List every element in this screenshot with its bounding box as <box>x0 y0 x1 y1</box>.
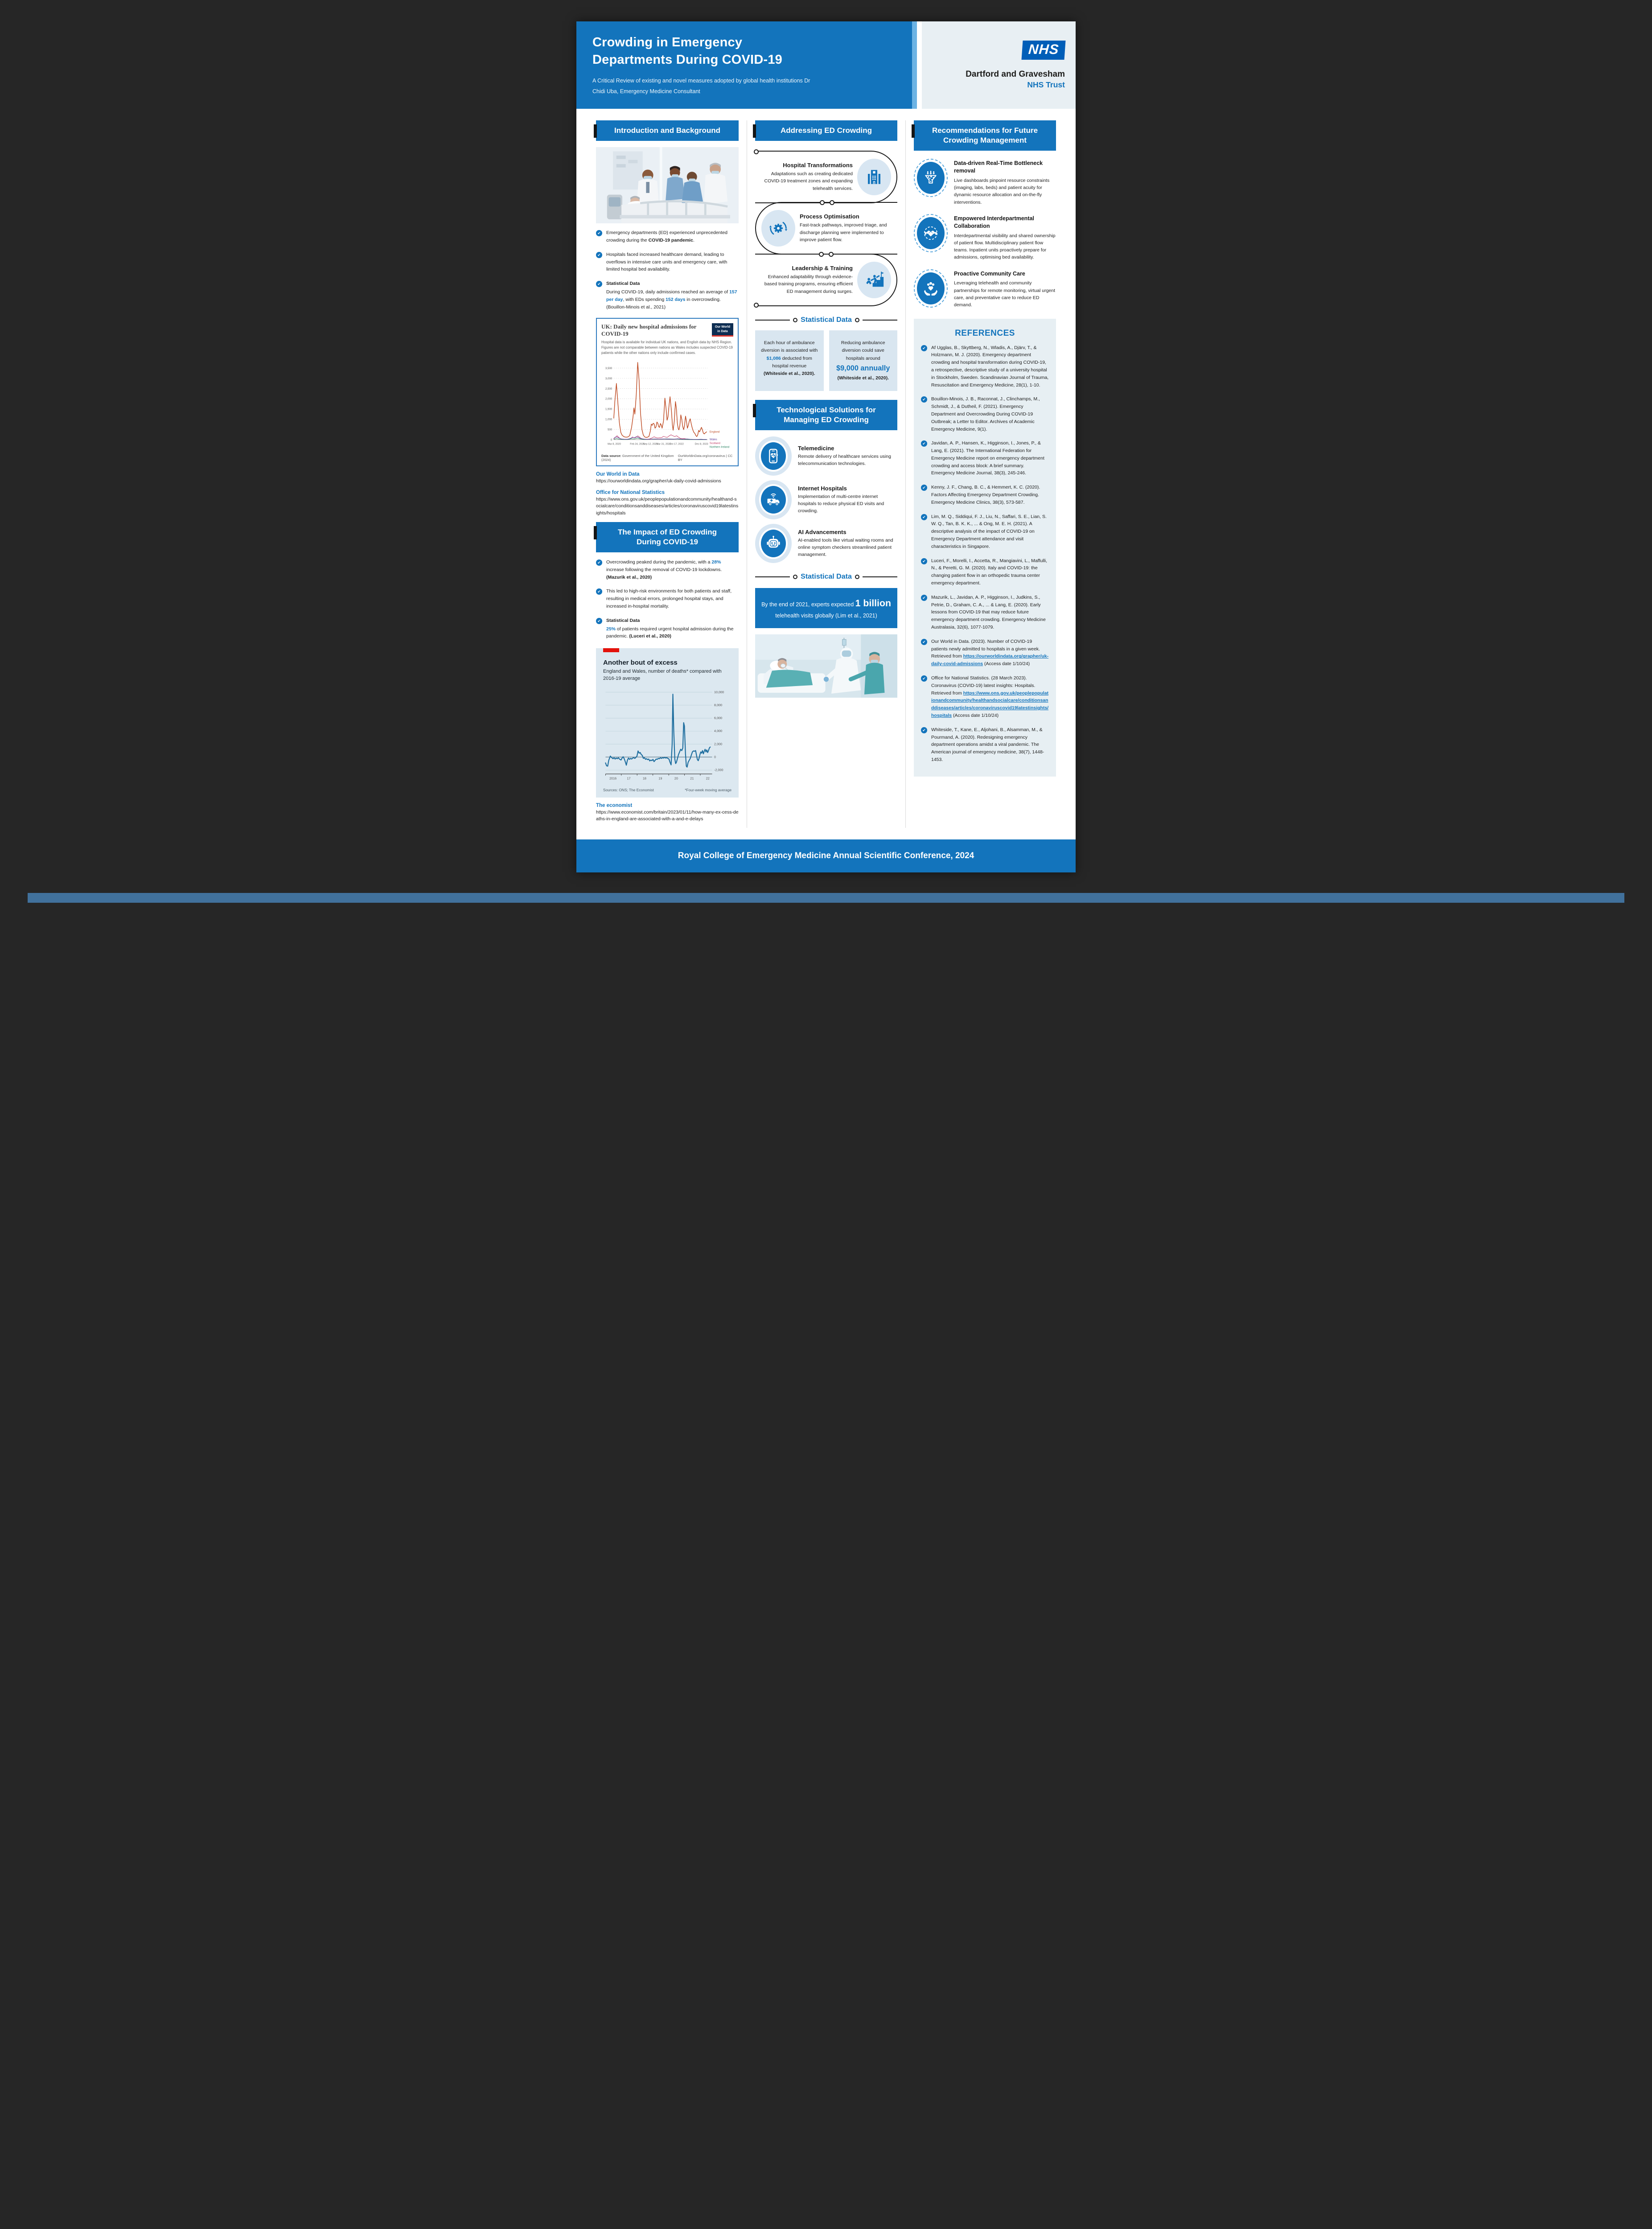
check-icon: ✔ <box>921 396 927 403</box>
poster-title: Crowding in Emergency Departments During COVID-19 <box>592 35 782 67</box>
references-title: REFERENCES <box>955 328 1015 338</box>
journey-diagram <box>755 151 897 306</box>
journey-title: Leadership & Training <box>792 264 853 271</box>
owid-chart-subtitle: Hospital data is available for individual UK nations, and English data by NHS Region. Figures are not comparable between nations as Wales includes suspected COVID-19 patients while the other nations only include confirmed cases. <box>601 340 733 355</box>
economist-chart-subtitle: England and Wales, number of deaths* compared with 2016-19 average <box>603 669 722 682</box>
rec-title: Data-driven Real-Time Bottleneck removal <box>954 160 1043 174</box>
link-owid <box>596 472 739 485</box>
svg-text:21: 21 <box>690 776 694 781</box>
journey-title: Process Optimisation <box>800 213 859 220</box>
journey-item-leadership-training <box>755 254 897 306</box>
section-header-addressing: Addressing ED Crowding <box>755 120 897 141</box>
reference-item: ✔ Bouillon-Minois, J. B., Raconnat, J., Clinchamps, M., Schmidt, J., & Dutheil, F. (2021). Emergency Department and Overcrowding During COVID-19 Outbreak; a Letter to Editor. Archives of Academic Emergency Medicine, 9(1). <box>921 395 1049 434</box>
svg-text:20: 20 <box>674 776 678 781</box>
intro-photo <box>596 147 739 223</box>
tech-title: Telemedicine <box>798 444 834 452</box>
link-ons-url[interactable]: https://www.ons.gov.uk/peoplepopulationandcommunity/healthand-socialcare/conditionsanddiseases/articles/coronaviruscovid19latestinsights/hospitals <box>596 497 739 516</box>
link-economist-url[interactable]: https://www.economist.com/britain/2023/01/11/how-many-ex-cess-deaths-in-england-are-associated-with-a-and-e-delays <box>596 809 739 822</box>
ai-robot-icon <box>761 530 786 557</box>
impact-bullet: ✔ Overcrowding peaked during the pandemic, with a 28% increase following the removal of COVID-19 lockdowns. (Mazurik et al., 2020) <box>596 559 739 582</box>
svg-text:Mar 8, 2020: Mar 8, 2020 <box>608 442 621 445</box>
svg-text:4,000: 4,000 <box>714 729 723 733</box>
svg-text:2,000: 2,000 <box>605 398 612 401</box>
check-icon: ✔ <box>596 588 602 595</box>
statistical-data-divider: Statistical Data <box>755 316 897 324</box>
reference-item: ✔ Javidan, A. P., Hansen, K., Higginson, I., Jones, P., & Lang, E. (2021). The International Federation for Emergency Medicine report on emergency department crowding and access block: A brief summary. Emergency Medicine Journal, 38(3), 245-246. <box>921 440 1049 478</box>
reference-item: ✔ Whiteside, T., Kane, E., Aljohani, B., Alsamman, M., & Pourmand, A. (2020). Redesigning emergency department operations amidst a viral pandemic. The American journal of emergency medicine, 38(7), 1448-1453. <box>921 726 1049 765</box>
link-ons-label[interactable]: Office for National Statistics <box>596 490 665 496</box>
svg-text:Scotland: Scotland <box>709 441 720 445</box>
section-header-technology: Technological Solutions for Managing ED Crowding <box>755 400 897 430</box>
bottleneck-funnel-icon <box>917 162 945 194</box>
journey-desc: Adaptations such as creating dedicated COVID-19 treatment zones and expanding telehealth services. <box>764 171 853 191</box>
svg-text:8,000: 8,000 <box>714 703 723 707</box>
check-icon: ✔ <box>596 559 602 566</box>
economist-chart-footer: Sources: ONS; The Economist *Four-week moving average <box>603 787 731 792</box>
reference-link[interactable]: https://www.ons.gov.uk/peoplepopulationandcommunity/healthandsocialcare/conditionsanddiseases/articles/coronaviruscovid19latestinsights/hospitals <box>931 690 1049 718</box>
svg-text:2,000: 2,000 <box>714 742 723 746</box>
connected-ambulance-icon <box>761 486 786 514</box>
svg-text:10,000: 10,000 <box>714 690 724 694</box>
intro-bullets <box>596 229 739 312</box>
svg-text:6,000: 6,000 <box>714 716 723 720</box>
title-block <box>576 21 912 109</box>
svg-text:3,500: 3,500 <box>605 367 612 370</box>
svg-text:Sep 12, 2021: Sep 12, 2021 <box>643 442 658 445</box>
poster-header <box>576 21 1076 109</box>
poster-subtitle: A Critical Review of existing and novel measures adopted by global health institutions Dr Chidi Uba, Emergency Medicine Consultant <box>592 78 810 95</box>
svg-text:19: 19 <box>658 776 662 781</box>
svg-text:England: England <box>709 430 720 434</box>
tech-item-telemedicine <box>755 436 897 476</box>
telemedicine-phone-icon <box>761 442 786 470</box>
community-hands-heart-icon <box>917 272 945 304</box>
section-header-recommendations: Recommendations for Future Crowding Management <box>914 120 1056 151</box>
owid-line-chart <box>601 357 733 452</box>
link-economist <box>596 803 739 823</box>
svg-text:2016: 2016 <box>609 776 617 781</box>
intro-bullet: ✔ Statistical Data During COVID-19, daily admissions reached an average of 157 per day, with EDs spending 152 days in overcrowding. (Bouillon-Minois et al., 2021) <box>596 280 739 312</box>
svg-text:Oct 17, 2022: Oct 17, 2022 <box>669 442 684 445</box>
section-header-introduction: Introduction and Background <box>596 120 739 141</box>
journey-title: Hospital Transformations <box>783 161 853 169</box>
svg-text:Northern Ireland: Northern Ireland <box>709 445 730 448</box>
process-gears-icon <box>761 210 795 247</box>
rec-item-interdepartmental-collaboration <box>914 214 1056 261</box>
svg-text:Dec 8, 2023: Dec 8, 2023 <box>694 442 708 445</box>
covid-patient-illustration <box>755 634 897 698</box>
hospital-icon <box>857 159 891 195</box>
rec-item-bottleneck-removal <box>914 159 1056 206</box>
trust-name: Dartford and Gravesham <box>966 69 1065 79</box>
tech-title: AI Advancements <box>798 528 847 535</box>
rec-desc: Live dashboards pinpoint resource constraints (imaging, labs, beds) and patient acuity for dynamic resource allocation and on-the-fly interventions. <box>954 177 1050 205</box>
economist-red-tag <box>603 648 619 652</box>
reference-link[interactable]: https://ourworldindata.org/grapher/uk-daily-covid-admissions <box>931 654 1049 667</box>
check-icon: ✔ <box>921 558 927 564</box>
journey-item-process-optimisation <box>755 202 897 255</box>
tech-item-ai-advancements <box>755 524 897 563</box>
impact-bullets <box>596 559 739 641</box>
journey-item-hospital-transformations <box>755 151 897 203</box>
svg-text:18: 18 <box>642 776 646 781</box>
tech-desc: Remote delivery of healthcare services using telecommunication technologies. <box>798 453 891 467</box>
check-icon: ✔ <box>596 230 602 236</box>
check-icon: ✔ <box>921 485 927 491</box>
trust-type: NHS Trust <box>1027 80 1065 89</box>
intro-bullet: ✔ Emergency departments (ED) experienced unprecedented crowding during the COVID-19 pandemic. <box>596 229 739 245</box>
rec-title: Empowered Interdepartmental Collaboration <box>954 215 1034 229</box>
page-background <box>0 0 1652 903</box>
check-icon: ✔ <box>921 440 927 447</box>
svg-text:2,500: 2,500 <box>605 387 612 391</box>
rec-desc: Leveraging telehealth and community partnerships for remote monitoring, virtual urgent care, and preventative care to reduce ED demand. <box>954 280 1056 308</box>
reference-item: ✔ Mazurik, L., Javidan, A. P., Higginson, I., Judkins, S., Petrie, D., Graham, C. A., ... & Lang, E. (2020). Early lessons from COVID-19 that may reduce future emergency department crowding. Emergency Medicine Australasia, 32(6), 1077-1079. <box>921 594 1049 632</box>
svg-text:1,500: 1,500 <box>605 408 612 411</box>
column-addressing <box>747 120 905 828</box>
link-ons <box>596 490 739 517</box>
owid-chart-title: UK: Daily new hospital admissions for COVID-19 <box>601 323 697 337</box>
svg-text:Feb 24, 2021: Feb 24, 2021 <box>630 442 645 445</box>
rec-item-proactive-community-care <box>914 269 1056 309</box>
stat-boxes <box>755 330 897 391</box>
svg-text:Mar 31, 2022: Mar 31, 2022 <box>656 442 671 445</box>
column-recommendations <box>905 120 1064 828</box>
impact-bullet: ✔ Statistical Data 25% of patients required urgent hospital admission during the pandemic. (Luceri et al., 2020) <box>596 617 739 641</box>
poster <box>576 21 1076 872</box>
check-icon: ✔ <box>596 252 602 258</box>
owid-logo: Our World in Data <box>712 323 733 337</box>
tech-desc: AI-enabled tools like virtual waiting rooms and online symptom checkers streamlined patient management. <box>798 537 893 558</box>
tech-desc: Implementation of multi-centre internet hospitals to reduce physical ED visits and crowding. <box>798 494 884 514</box>
economist-chart-card <box>596 648 739 797</box>
journey-desc: Fast-track pathways, improved triage, and discharge planning were implemented to improve patient flow. <box>800 222 887 243</box>
telehealth-stat-banner: By the end of 2021, experts expected 1 billion telehealth visits globally (Lim et al., 2021) <box>755 588 897 628</box>
svg-text:3,000: 3,000 <box>605 377 612 380</box>
hospital-team-illustration <box>596 147 739 223</box>
svg-text:0: 0 <box>610 438 612 441</box>
intro-bullet: ✔ Hospitals faced increased healthcare demand, leading to overflows in intensive care units and emergency care, with limited hospital bed availability. <box>596 251 739 274</box>
bottom-strip <box>28 893 1624 903</box>
footer-banner: Royal College of Emergency Medicine Annual Scientific Conference, 2024 <box>576 839 1076 872</box>
reference-item: ✔ Luceri, F., Morelli, I., Accetta, R., Mangiavini, L., Maffulli, N., & Peretti, G. M. (2020). Italy and COVID-19: the changing patient flow in an orthopedic trauma center emergency department. <box>921 557 1049 588</box>
check-icon: ✔ <box>596 618 602 624</box>
svg-text:500: 500 <box>608 428 612 432</box>
references-list <box>921 344 1049 765</box>
stat-box-ambulance-diversion-savings: Reducing ambulance diversion could save hospitals around $9,000 annually (Whiteside et al., 2020). <box>829 330 898 391</box>
section-header-impact: The Impact of ED Crowding During COVID-19 <box>596 522 739 552</box>
svg-text:0: 0 <box>714 755 716 759</box>
reference-item: ✔ Our World in Data. (2023). Number of COVID-19 patients newly admitted to hospitals in a given week. Retrieved from https://ourworldindata.org/grapher/uk-daily-covid-admissions (Access date 1/10/24) <box>921 638 1049 669</box>
economist-chart-title: Another bout of excess <box>603 659 678 667</box>
link-economist-label[interactable]: The economist <box>596 802 633 808</box>
stat-box-ambulance-diversion-cost: Each hour of ambulance diversion is associated with $1,086 deducted from hospital revenue (Whiteside et al., 2020). <box>755 330 824 391</box>
owid-chart-footer: Data source: Government of the United Kingdom (2024) OurWorldinData.org/coronavirus | CC BY <box>601 453 733 462</box>
references-panel <box>914 319 1056 777</box>
svg-text:1,000: 1,000 <box>605 418 612 421</box>
svg-text:17: 17 <box>627 776 631 781</box>
svg-text:Wales: Wales <box>709 438 717 441</box>
check-icon: ✔ <box>596 281 602 287</box>
rec-title: Proactive Community Care <box>954 270 1025 277</box>
leadership-stairs-icon <box>857 262 891 298</box>
check-icon: ✔ <box>921 345 927 351</box>
check-icon: ✔ <box>921 639 927 645</box>
reference-item: ✔ Kenny, J. F., Chang, B. C., & Hemmert, K. C. (2020). Factors Affecting Emergency Department Crowding. Emergency Medicine Clinics, 38(3), 573-587. <box>921 484 1049 507</box>
tech-item-internet-hospitals <box>755 480 897 519</box>
owid-chart-card <box>596 318 739 466</box>
rec-desc: Interdepartmental visibility and shared ownership of patient flow. Multidisciplinary patient flow teams. Inpatient units proactively prepare for admissions, optimising bed availability. <box>954 233 1056 260</box>
reference-item: ✔ Lim, M. Q., Siddiqui, F. J., Liu, N., Saffari, S. E., Lian, S. W. Q., Tan, B. K. K., ... & Ong, M. E. H. (2021). A descriptive analysis of the impact of COVID-19 on Emergency Department attendance and visit characteristics in Singapore. <box>921 513 1049 551</box>
check-icon: ✔ <box>921 727 927 733</box>
statistical-data-divider: Statistical Data <box>755 573 897 581</box>
svg-text:22: 22 <box>706 776 710 781</box>
reference-item: ✔ Office for National Statistics. (28 March 2023). Coronavirus (COVID-19) latest insights: Hospitals. Retrieved from https://www.ons.gov.uk/peoplepopulationandcommunity/healthandsocialcare/conditionsanddiseases/articles/coronaviruscovid19latestinsights/hospitals (Access date 1/10/24) <box>921 674 1049 720</box>
link-owid-url[interactable]: https://ourworldindata.org/grapher/uk-daily-covid-admissions <box>596 478 721 484</box>
check-icon: ✔ <box>921 514 927 520</box>
economist-line-chart <box>603 684 731 787</box>
check-icon: ✔ <box>921 595 927 601</box>
link-owid-label[interactable]: Our World in Data <box>596 471 640 477</box>
journey-desc: Enhanced adaptability through evidence-based training programs, ensuring efficient ED management during surges. <box>764 274 853 294</box>
impact-bullet: ✔ This led to high-risk environments for both patients and staff, resulting in medical errors, prolonged hospital stays, and increased in-hospital mortality. <box>596 588 739 611</box>
handshake-gear-icon <box>917 217 945 249</box>
tech-title: Internet Hospitals <box>798 485 847 492</box>
check-icon: ✔ <box>921 675 927 682</box>
nhs-panel <box>922 21 1076 109</box>
svg-text:-2,000: -2,000 <box>714 768 723 772</box>
covid-ward-photo <box>755 634 897 698</box>
header-divider-stripe <box>912 21 917 109</box>
nhs-logo: NHS <box>1021 41 1065 60</box>
column-introduction <box>588 120 747 828</box>
reference-item: ✔ Af Ugglas, B., Skyttberg, N., Wladis, A., Djärv, T., & Holzmann, M. J. (2020). Emergency department crowding and hospital transformation during COVID-19, a retrospective, descriptive study of a university hospital in Stockholm, Sweden. Scandinavian Journal of Trauma, Resuscitation and Emergency Medicine, 28(1), 1-10. <box>921 344 1049 390</box>
